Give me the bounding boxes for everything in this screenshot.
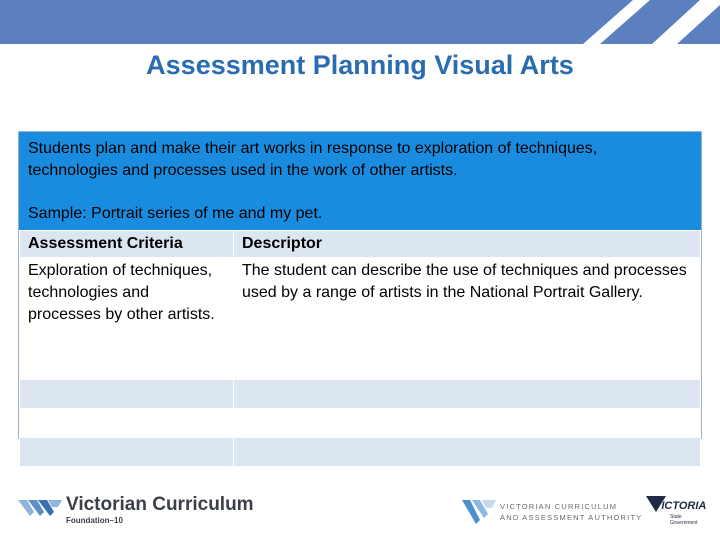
victoria-state-government-logo [646,494,706,528]
criteria-table [19,230,701,467]
top-banner [0,0,720,44]
page-title: Assessment Planning Visual Arts [146,50,574,80]
header-assessment-criteria: Assessment Criteria [20,231,234,258]
descriptor-cell: The student can describe the use of techniques and processes used by a range of artists in the National Portrait Gallery. [234,258,701,380]
vcaa-line-2: AND ASSESSMENT AUTHORITY [500,513,643,522]
victorian-curriculum-logo [18,494,258,526]
vcaa-logo [462,496,643,526]
header-descriptor: Descriptor [234,231,701,258]
criteria-cell [20,409,234,438]
table-row [20,258,701,380]
table-header-row [20,231,701,258]
table-row [20,380,701,409]
victoria-gov-line-2: Government [670,520,698,526]
vc-subtitle: Foundation–10 [66,516,123,525]
criteria-cell: Exploration of techniques, technologies and processes by other artists. [20,258,234,380]
table-row [20,438,701,467]
vcaa-chevron-icon [462,496,496,526]
victoria-word: VICTORIA [654,500,707,512]
intro-panel [19,132,701,230]
criteria-cell [20,438,234,467]
table-row [20,409,701,438]
vc-name: Victorian Curriculum [66,494,254,515]
descriptor-cell [234,409,701,438]
descriptor-cell [234,438,701,467]
victoria-gov-line-1: State [670,514,682,520]
intro-description: Students plan and make their art works in response to exploration of techniques, technologies and processes used in the work of other artists. [28,140,598,179]
assessment-card [18,131,702,439]
vcaa-line-1: VICTORIAN CURRICULUM [500,502,618,511]
criteria-cell [20,380,234,409]
intro-sample: Sample: Portrait series of me and my pet. [28,205,323,222]
vc-chevron-icon [18,498,62,518]
descriptor-cell [234,380,701,409]
